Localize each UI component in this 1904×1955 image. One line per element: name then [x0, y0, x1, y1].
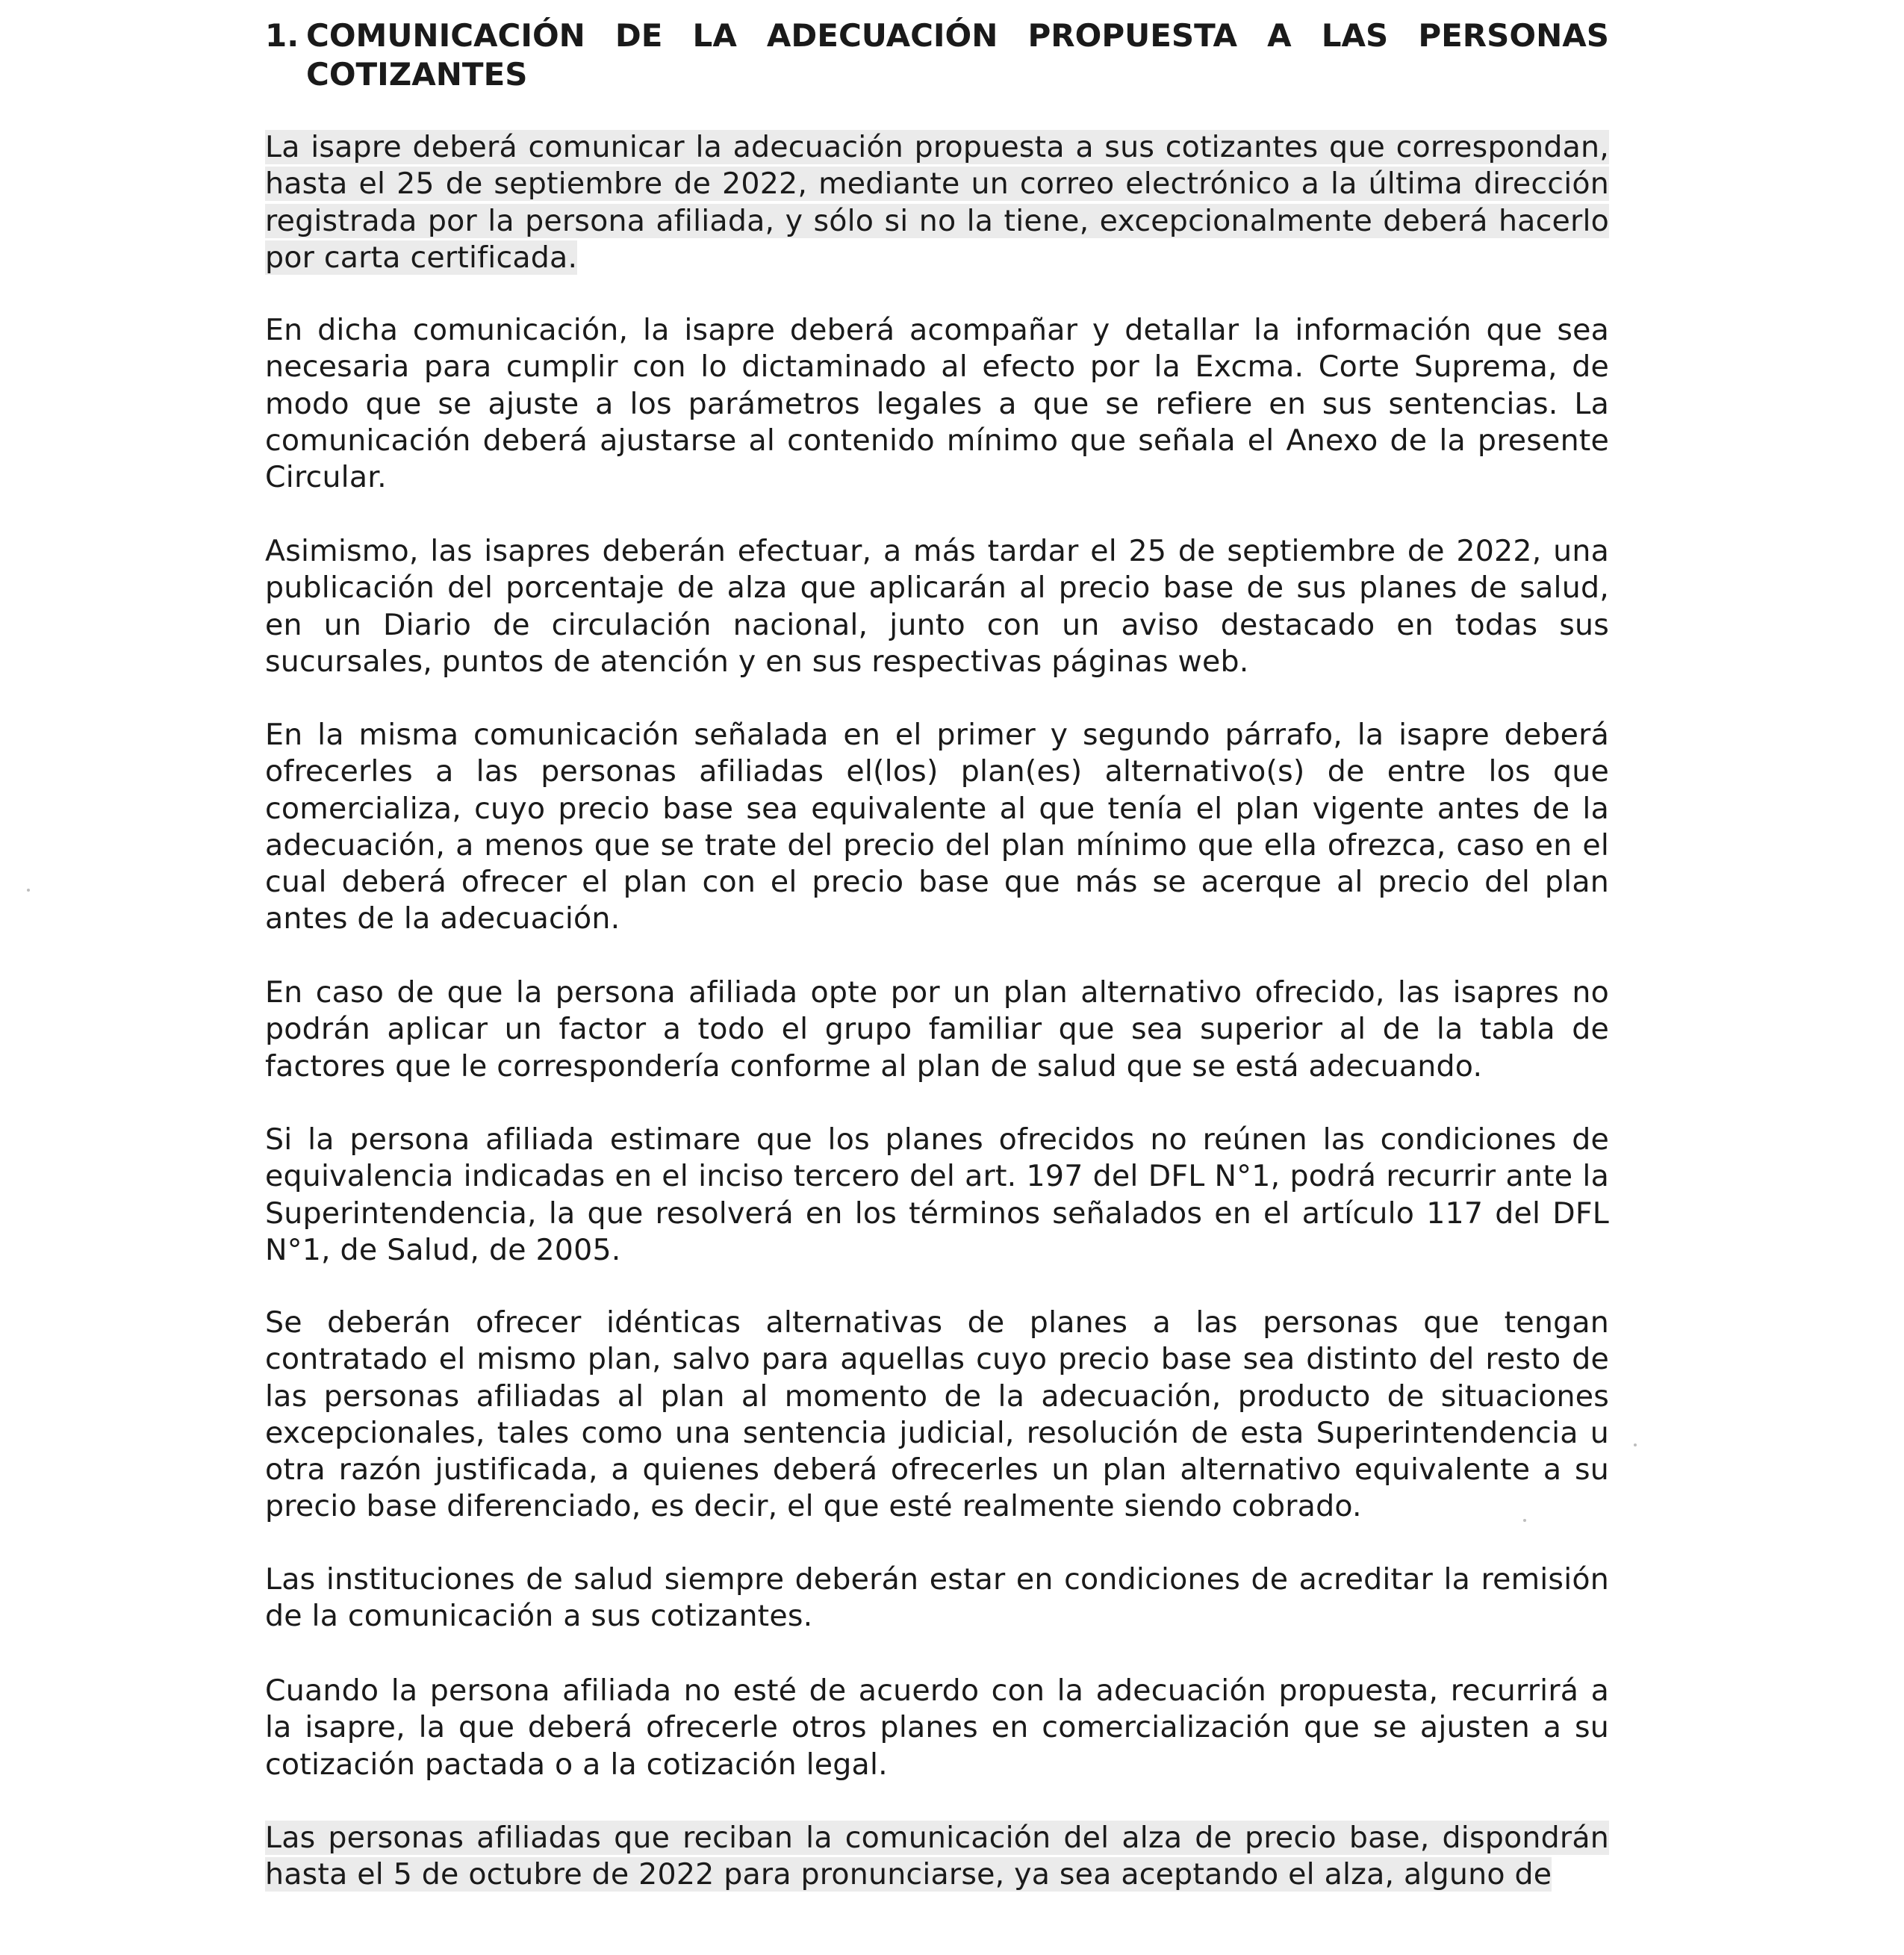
paragraph-8: [265, 1561, 1609, 1635]
section-title: COMUNICACIÓN DE LA ADECUACIÓN PROPUESTA A LAS PERSONAS COTIZANTES: [306, 17, 1609, 93]
paragraph-5-text: En caso de que la persona afiliada opte por un plan alternativo ofrecido, las isapres no podrán aplicar un factor a todo el grupo familiar que sea superior al de la tabla de factores que le correspondería conforme al plan de salud que se está adecuando.: [265, 975, 1609, 1084]
paragraph-2: [265, 312, 1609, 496]
paragraph-6-text: Si la persona afiliada estimare que los planes ofrecidos no reúnen las condiciones de equivalencia indicadas en el inciso tercero del art. 197 del DFL N°1, podrá recurrir ante la Superintendencia, la que resolverá en los términos señalados en el artículo 117 del DFL N°1, de Salud, de 2005.: [265, 1122, 1609, 1267]
paragraph-7: [265, 1305, 1609, 1526]
scan-speck: [1634, 1443, 1637, 1446]
paragraph-1-text: La isapre deberá comunicar la adecuación propuesta a sus cotizantes que correspondan, hasta el 25 de septiembre de 2022, mediante un correo electrónico a la última dirección registrada por la persona afiliada, y sólo si no la tiene, excepcionalmente deberá hacerlo por carta certificada.: [265, 130, 1609, 275]
paragraph-4: [265, 717, 1609, 938]
paragraph-3-text: Asimismo, las isapres deberán efectuar, a más tardar el 25 de septiembre de 2022, una publicación del porcentaje de alza que aplicarán al precio base de sus planes de salud, en un Diario de circulación nacional, junto con un aviso destacado en todas sus sucursales, puntos de atención y en sus respectivas páginas web.: [265, 534, 1609, 679]
section-number: 1.: [265, 17, 299, 54]
paragraph-8-text: Las instituciones de salud siempre deberán estar en condiciones de acreditar la remisión de la comunicación a sus cotizantes.: [265, 1562, 1609, 1634]
paragraph-5: [265, 975, 1609, 1085]
paragraph-7-text: Se deberán ofrecer idénticas alternativas de planes a las personas que tengan contratado el mismo plan, salvo para aquellas cuyo precio base sea distinto del resto de las personas afiliadas al plan al momento de la adecuación, producto de situaciones excepcionales, tales como una sentencia judicial, resolución de esta Superintendencia u otra razón justificada, a quienes deberá ofrecerles un plan alternativo equivalente a su precio base diferenciado, es decir, el que esté realmente siendo cobrado.: [265, 1305, 1609, 1524]
paragraph-9-text: Cuando la persona afiliada no esté de acuerdo con la adecuación propuesta, recurrirá a la isapre, la que deberá ofrecerle otros planes en comercialización que se ajusten a su cotización pactada o a la cotización legal.: [265, 1673, 1609, 1782]
paragraph-9: [265, 1673, 1609, 1783]
paragraph-6: [265, 1122, 1609, 1269]
paragraph-3: [265, 533, 1609, 680]
section-heading: [265, 16, 1609, 94]
paragraph-10: [265, 1820, 1609, 1894]
paragraph-4-text: En la misma comunicación señalada en el primer y segundo párrafo, la isapre deberá ofrecerles a las personas afiliadas el(los) plan(es) alternativo(s) de entre los que comercializa, cuyo precio base sea equivalente al que tenía el plan vigente antes de la adecuación, a menos que se trate del precio del plan mínimo que ella ofrezca, caso en el cual deberá ofrecer el plan con el precio base que más se acerque al precio del plan antes de la adecuación.: [265, 718, 1609, 936]
scan-speck: [1523, 1519, 1526, 1522]
paragraph-1: [265, 129, 1609, 276]
scan-speck: [27, 889, 30, 892]
paragraph-10-text: Las personas afiliadas que reciban la comunicación del alza de precio base, dispondrán hasta el 5 de octubre de 2022 para pronunciarse, ya sea aceptando el alza, alguno de: [265, 1821, 1609, 1892]
paragraph-2-text: En dicha comunicación, la isapre deberá acompañar y detallar la información que sea necesaria para cumplir con lo dictaminado al efecto por la Excma. Corte Suprema, de modo que se ajuste a los parámetros legales a que se refiere en sus sentencias. La comunicación deberá ajustarse al contenido mínimo que señala el Anexo de la presente Circular.: [265, 313, 1609, 495]
